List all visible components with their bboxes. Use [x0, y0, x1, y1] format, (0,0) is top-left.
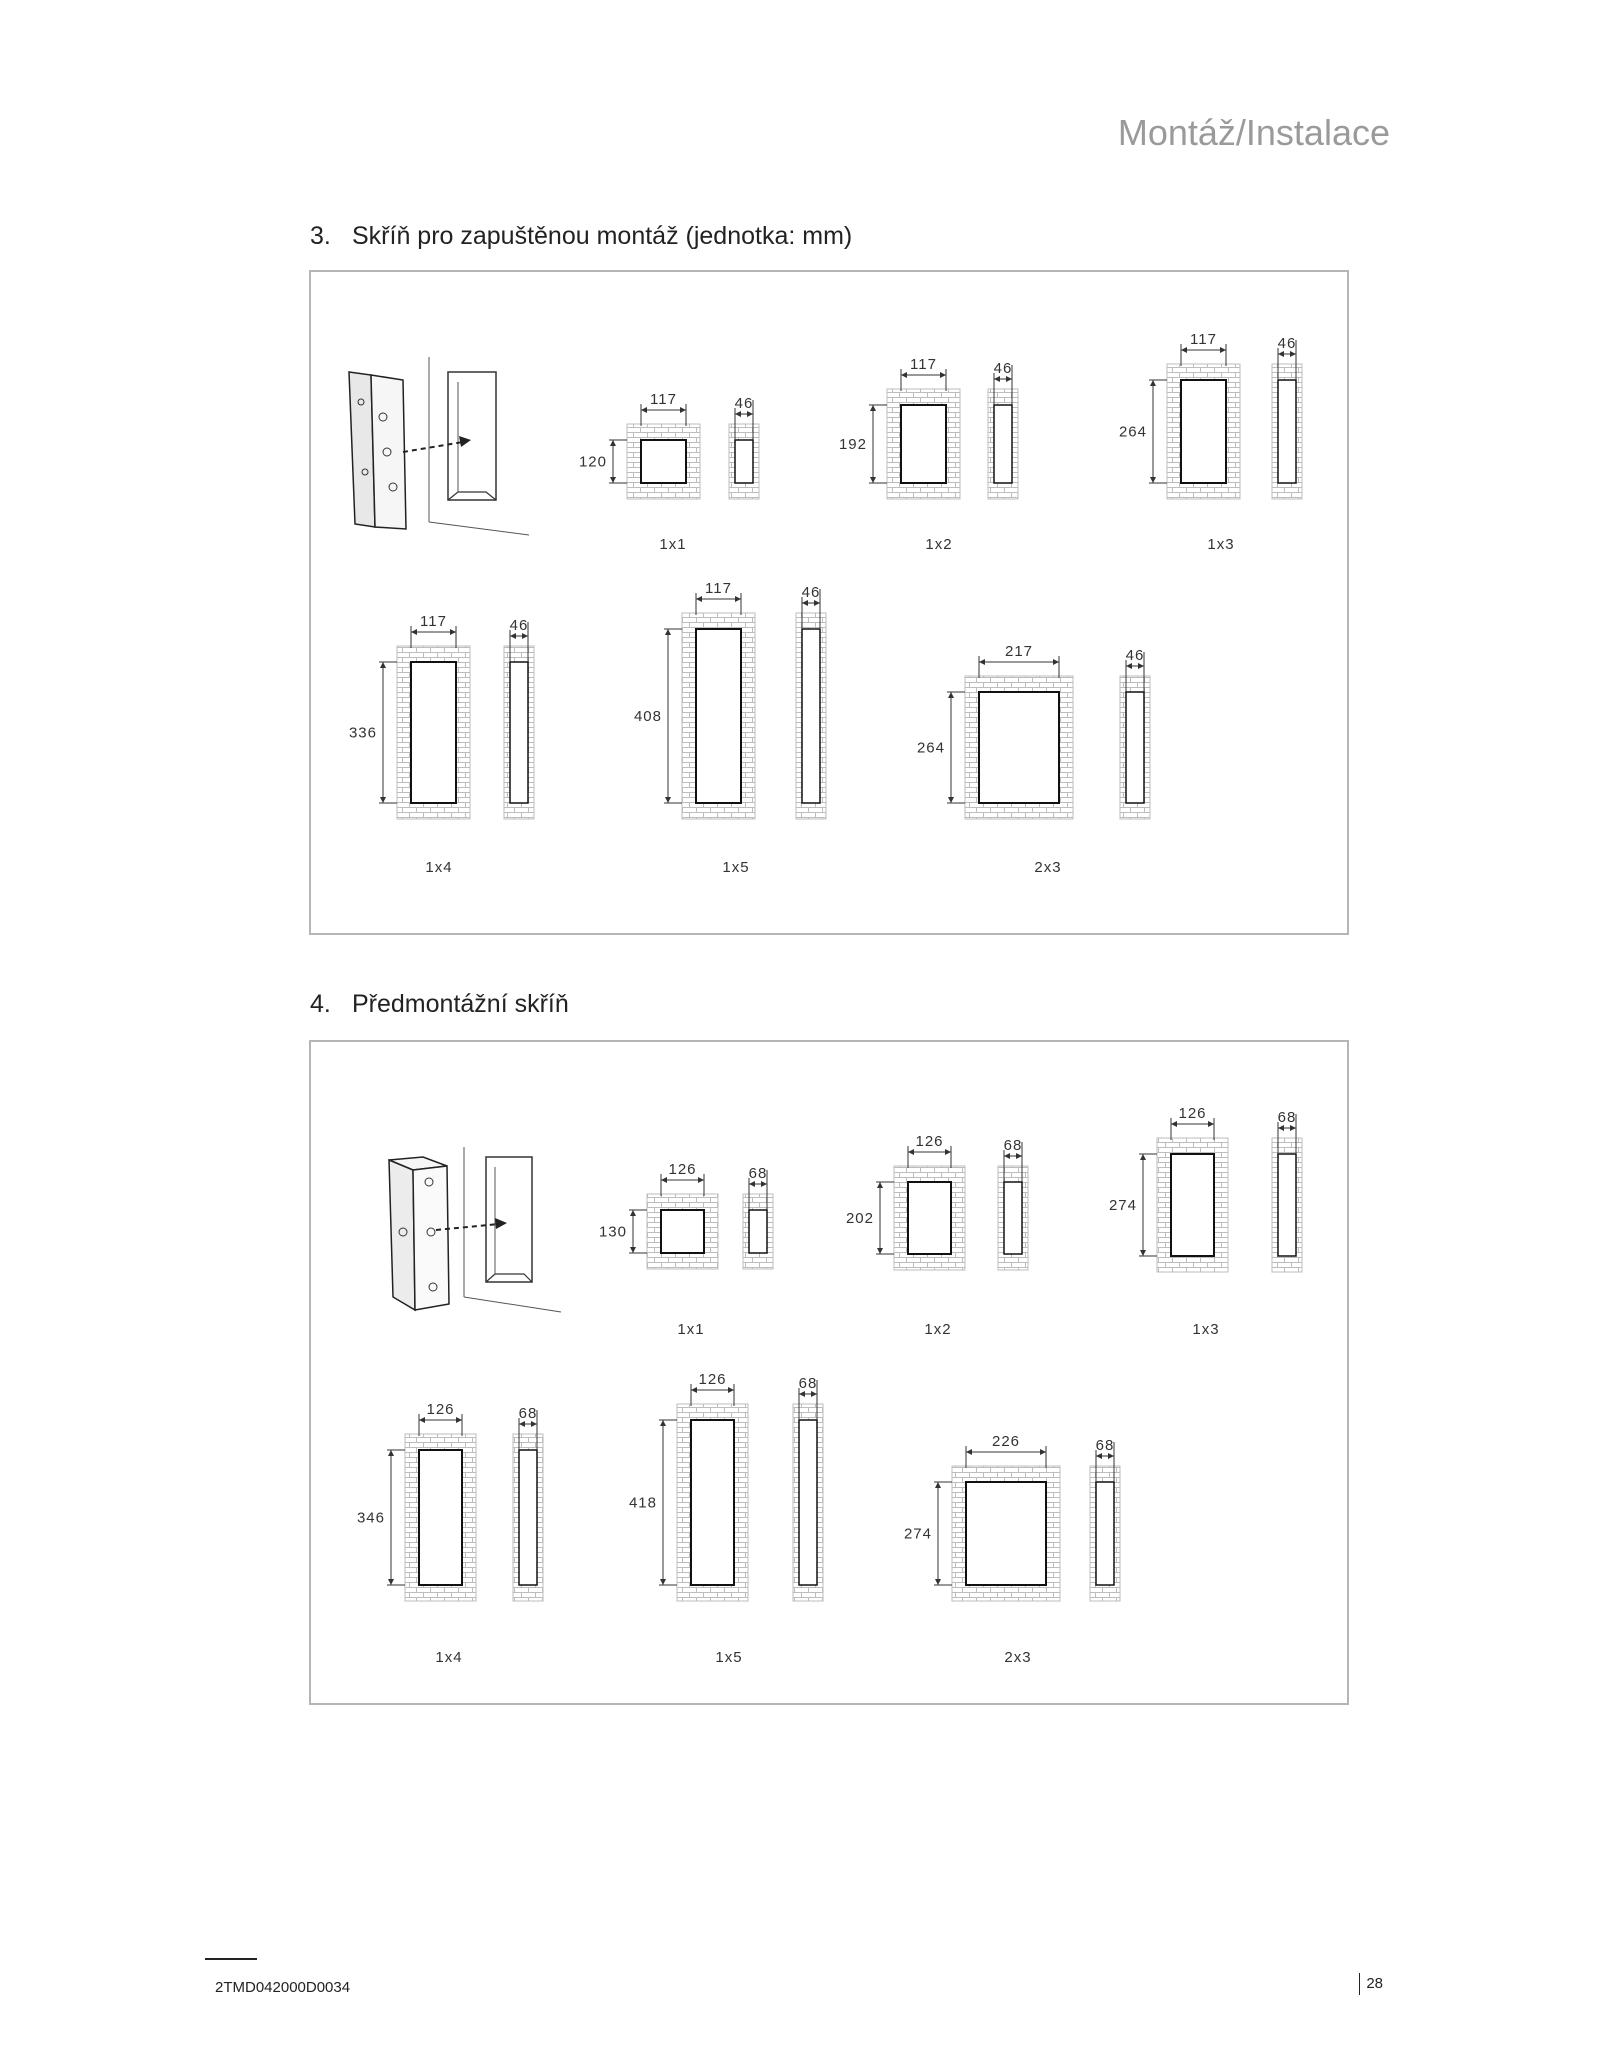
recess-opening [979, 692, 1059, 803]
depth-dimension: 46 [509, 617, 529, 634]
recess-diagram-2x3 [904, 1433, 1120, 1666]
section-3-heading [310, 222, 852, 251]
width-dimension: 117 [705, 580, 732, 597]
recess-diagram-2x3 [917, 643, 1150, 876]
height-dimension: 130 [598, 1223, 627, 1241]
recess-opening [661, 1210, 704, 1253]
recess-depth-view [1278, 380, 1296, 483]
depth-dimension: 46 [801, 584, 821, 601]
section-4-number: 4. [310, 990, 331, 1018]
configuration-label: 1x2 [924, 1321, 952, 1338]
depth-dimension: 68 [798, 1375, 818, 1392]
width-dimension: 117 [420, 613, 447, 630]
configuration-label: 1x4 [435, 1649, 463, 1666]
configuration-label: 1x5 [715, 1649, 743, 1666]
recess-diagram-1x3 [1119, 331, 1302, 553]
recess-opening [908, 1182, 951, 1254]
recess-depth-view [519, 1450, 537, 1585]
width-dimension: 126 [1178, 1105, 1207, 1122]
configuration-label: 1x1 [677, 1321, 705, 1338]
recess-opening [1171, 1154, 1214, 1256]
recess-diagram-1x4 [357, 1401, 543, 1666]
flush-mount-drawing [311, 272, 1351, 937]
recess-diagram-1x3 [1109, 1105, 1302, 1338]
configuration-label: 2x3 [1004, 1649, 1032, 1666]
configuration-label: 1x3 [1192, 1321, 1220, 1338]
recess-diagram-1x4 [349, 613, 534, 876]
recess-diagram-1x5 [634, 580, 826, 876]
surface-box-illustration [389, 1147, 561, 1312]
width-dimension: 126 [426, 1401, 455, 1418]
recess-depth-view [735, 440, 753, 483]
width-dimension: 217 [1004, 643, 1034, 660]
recess-opening [419, 1450, 462, 1585]
depth-dimension: 46 [1277, 335, 1297, 352]
recess-depth-view [1278, 1154, 1296, 1256]
depth-dimension: 68 [1095, 1437, 1115, 1454]
depth-dimension: 68 [748, 1165, 768, 1182]
configuration-label: 1x3 [1207, 536, 1235, 553]
page-header-title: Montáž/Instalace [1117, 112, 1390, 153]
page-number: 28 [1359, 1973, 1383, 1995]
recess-depth-view [799, 1420, 817, 1585]
recess-depth-view [994, 405, 1012, 483]
height-dimension: 274 [1108, 1197, 1137, 1214]
recess-opening [411, 662, 456, 803]
depth-dimension: 46 [734, 395, 754, 412]
height-dimension: 202 [845, 1210, 874, 1227]
recess-diagram-1x2 [846, 1133, 1028, 1338]
flush-box-illustration [349, 357, 529, 535]
recess-depth-view [1096, 1482, 1114, 1585]
recess-diagram-1x1 [579, 391, 759, 553]
height-dimension: 264 [1118, 423, 1147, 441]
depth-dimension: 68 [1003, 1137, 1023, 1154]
height-dimension: 408 [633, 708, 662, 725]
recess-opening [641, 440, 686, 483]
height-dimension: 418 [628, 1494, 657, 1512]
document-code: 2TMD042000D0034 [215, 1979, 351, 1996]
recess-opening [966, 1482, 1046, 1585]
section-3-title: Skříň pro zapuštěnou montáž (jednotka: mm) [352, 222, 853, 250]
depth-dimension: 46 [993, 360, 1013, 377]
depth-dimension: 68 [518, 1405, 538, 1422]
configuration-label: 1x1 [659, 536, 687, 553]
width-dimension: 117 [910, 356, 937, 373]
recess-depth-view [1126, 692, 1144, 803]
recess-diagram-1x1 [599, 1161, 773, 1338]
section-4-heading [310, 990, 569, 1019]
section-4-title: Předmontážní skříň [352, 990, 569, 1018]
section-3-number: 3. [310, 222, 331, 250]
configuration-label: 1x4 [425, 859, 453, 876]
width-dimension: 126 [668, 1161, 697, 1178]
height-dimension: 264 [916, 739, 945, 757]
height-dimension: 346 [356, 1509, 385, 1527]
width-dimension: 117 [1190, 331, 1217, 348]
width-dimension: 226 [991, 1433, 1021, 1450]
footer-rule [205, 1958, 257, 1960]
surface-mount-drawing [311, 1042, 1351, 1707]
height-dimension: 120 [578, 453, 607, 471]
recess-depth-view [510, 662, 528, 803]
recess-opening [696, 629, 741, 803]
surface-mount-panel [309, 1040, 1349, 1705]
height-dimension: 336 [348, 724, 377, 742]
flush-mount-panel [309, 270, 1349, 935]
recess-opening [691, 1420, 734, 1585]
recess-depth-view [1004, 1182, 1022, 1254]
recess-opening [1181, 380, 1226, 483]
recess-depth-view [802, 629, 820, 803]
depth-dimension: 68 [1277, 1109, 1297, 1126]
width-dimension: 126 [698, 1371, 727, 1388]
height-dimension: 192 [838, 436, 867, 453]
width-dimension: 126 [915, 1133, 944, 1150]
configuration-label: 1x2 [925, 536, 953, 553]
recess-opening [901, 405, 946, 483]
recess-diagram-1x2 [839, 356, 1018, 553]
recess-diagram-1x5 [629, 1371, 823, 1666]
configuration-label: 2x3 [1034, 859, 1062, 876]
width-dimension: 117 [650, 391, 677, 408]
height-dimension: 274 [903, 1525, 932, 1543]
configuration-label: 1x5 [722, 859, 750, 876]
depth-dimension: 46 [1125, 647, 1145, 664]
recess-depth-view [749, 1210, 767, 1253]
